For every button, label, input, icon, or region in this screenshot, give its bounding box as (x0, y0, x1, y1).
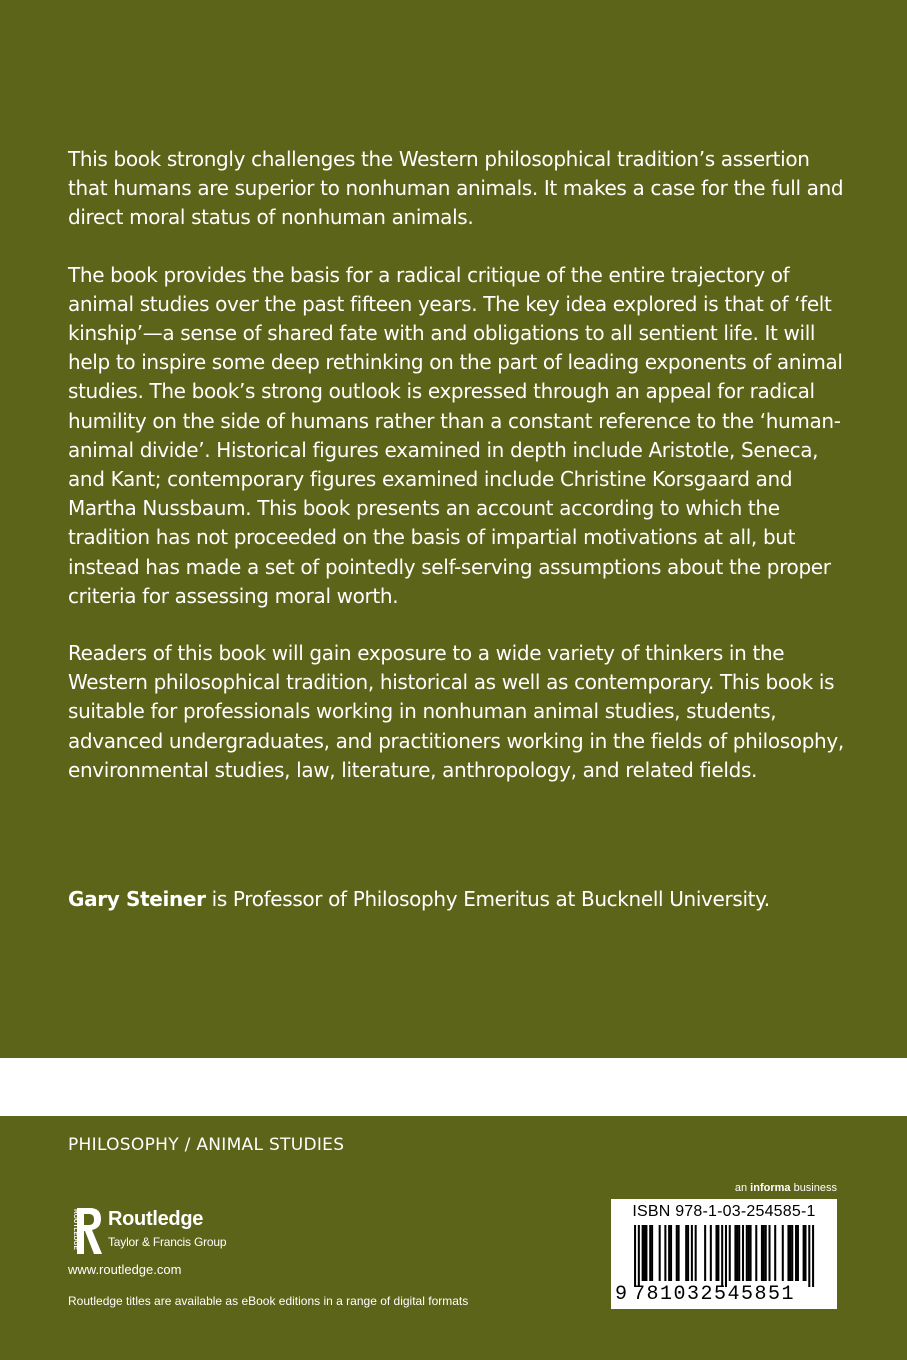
informa-prefix: an (734, 1182, 751, 1194)
book-blurb (68, 145, 848, 813)
publisher-website: www.routledge.com (68, 1262, 182, 1277)
informa-brand: informa (750, 1182, 791, 1194)
barcode-bar (685, 1225, 687, 1281)
barcode-bar (797, 1225, 799, 1281)
isbn-label: ISBN 978-1-03-254585-1 (632, 1203, 816, 1220)
barcode-bar (642, 1225, 644, 1281)
publisher-name: Routledge (108, 1208, 204, 1230)
barcode-bar (668, 1225, 670, 1281)
barcode-bar (634, 1225, 636, 1287)
informa-business-tag (735, 1182, 837, 1194)
routledge-logo (66, 1204, 266, 1258)
barcode-bar (763, 1225, 765, 1281)
barcode-bar (736, 1225, 738, 1281)
barcode-bar (734, 1225, 736, 1281)
barcode-first-digit: 9 (615, 1283, 628, 1306)
publisher-group: Taylor & Francis Group (108, 1235, 227, 1249)
isbn-barcode (611, 1199, 837, 1309)
barcode-bar (676, 1225, 678, 1281)
barcode-bar (803, 1225, 805, 1281)
barcode-bar (789, 1225, 791, 1281)
author-bio-text: is Professor of Philosophy Emeritus at Bucknell University. (205, 887, 770, 911)
author-name: Gary Steiner (68, 887, 206, 911)
divider-band (0, 1058, 907, 1116)
barcode-bar (755, 1225, 757, 1281)
barcode-bar (678, 1225, 680, 1281)
ebook-availability-note: Routledge titles are available as eBook editions in a range of digital formats (68, 1294, 469, 1308)
informa-suffix: business (790, 1182, 837, 1194)
barcode-bar (670, 1225, 672, 1281)
barcode-bar (715, 1225, 717, 1281)
barcode-bar (769, 1225, 771, 1281)
barcode-bar (750, 1225, 752, 1281)
barcode-bar (691, 1225, 693, 1281)
barcode-bar (812, 1225, 814, 1287)
barcode-bar (748, 1225, 750, 1281)
barcode-bar (710, 1225, 712, 1281)
barcode-bar (638, 1225, 640, 1287)
barcode-bar (725, 1225, 727, 1287)
barcode-bar (746, 1225, 748, 1281)
barcode-bar (644, 1225, 646, 1281)
barcode-bar (651, 1225, 653, 1281)
barcode-bar (704, 1225, 706, 1281)
barcode-bar (765, 1225, 767, 1281)
barcode-bar (645, 1225, 647, 1281)
barcode-bar (695, 1225, 697, 1281)
barcode-bar (774, 1225, 776, 1281)
barcode-bar (787, 1225, 789, 1281)
barcode-bar (791, 1225, 793, 1281)
blurb-paragraph-2: The book provides the basis for a radical critique of the entire trajectory of animal studies over the past fifteen years. The key idea explored is that of ‘felt kinship’—a sense of shared fate with and obligations to all sentient life. It will help to inspire some deep rethinking on the part of leading exponents of animal studies. The book’s strong outlook is expressed through an appeal for radical humility on the side of humans rather than a constant reference to the ‘human-animal divide’. Historical figures examined in depth include Aristotle, Seneca, and Kant; contemporary figures examined include Christine Korsgaard and Martha Nussbaum. This book presents an account according to which the tradition has not proceeded on the basis of impartial motivations at all, but instead has made a set of pointedly self-serving assumptions about the proper criteria for assessing moral worth. (68, 262, 843, 608)
barcode-bar (795, 1225, 797, 1281)
barcode-bar (729, 1225, 731, 1281)
barcode-bar (664, 1225, 666, 1281)
barcode-bar (721, 1225, 723, 1287)
blurb-paragraph-3: Readers of this book will gain exposure to a wide variety of thinkers in the Western philosophical tradition, historical as well as contemporary. This book is suitable for professionals working in nonhuman animal studies, students, advanced undergraduates, and practitioners working in the fields of philosophy, environmental studies, law, literature, anthropology, and related fields. (68, 641, 844, 782)
barcode-bar (742, 1225, 744, 1281)
barcode-remaining-digits: 781032545851 (633, 1283, 796, 1306)
author-bio (68, 884, 868, 914)
barcode-bar (761, 1225, 763, 1281)
subject-category: PHILOSOPHY / ANIMAL STUDIES (68, 1135, 345, 1155)
barcode-bar (649, 1225, 651, 1281)
barcode-bar (717, 1225, 719, 1281)
barcode-bars (617, 1225, 831, 1287)
barcode-bar (687, 1225, 689, 1281)
blurb-paragraph-1: This book strongly challenges the Western philosophical tradition’s assertion that humans are superior to nonhuman animals. It makes a case for the full and direct moral status of nonhuman animals. (68, 147, 844, 230)
barcode-bar (808, 1225, 810, 1287)
barcode-bar (782, 1225, 784, 1281)
routledge-r-icon (66, 1204, 106, 1258)
barcode-bar (804, 1225, 806, 1281)
barcode-bar (659, 1225, 661, 1281)
barcode-bar (738, 1225, 740, 1281)
routledge-vertical-wordmark: ROUTLEDGE (72, 1209, 79, 1250)
